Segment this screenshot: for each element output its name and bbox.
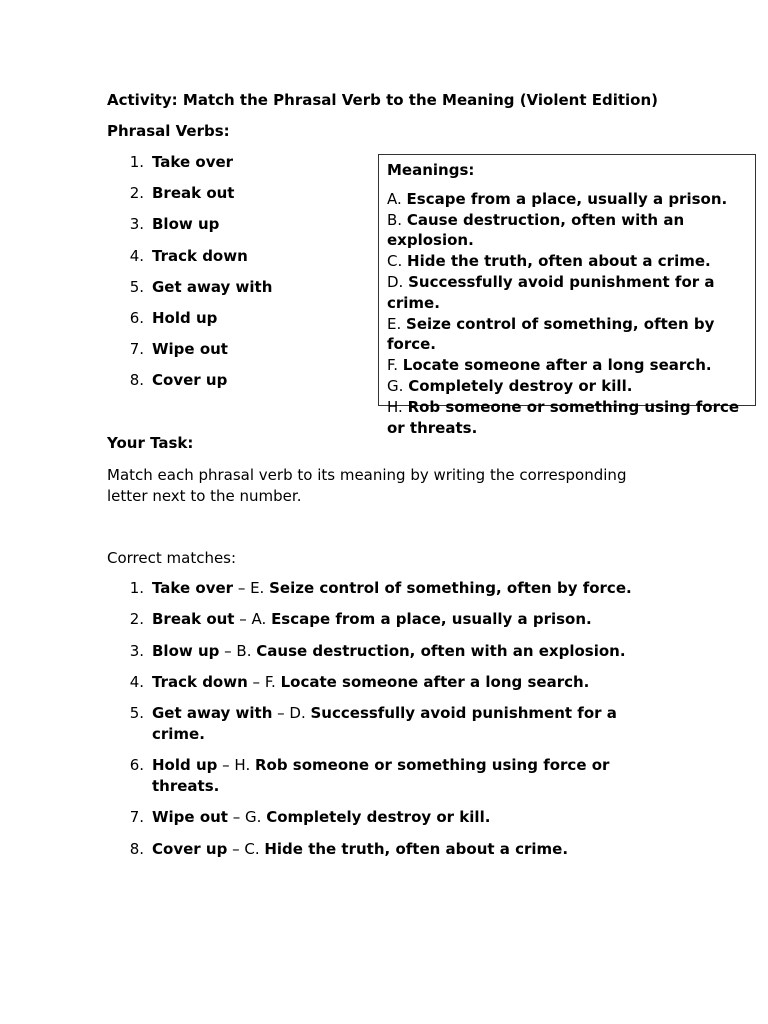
answer-meaning: Successfully avoid punishment for a crime. — [152, 704, 617, 743]
list-item — [107, 703, 667, 745]
meaning-letter: H. — [387, 397, 403, 416]
meaning-text: Hide the truth, often about a crime. — [407, 252, 711, 271]
answer-letter: – C. — [227, 839, 265, 858]
item-number: 1. — [129, 579, 144, 597]
meanings-heading: Meanings: — [387, 161, 475, 179]
list-item — [107, 370, 272, 401]
answer-verb: Hold up — [152, 756, 218, 775]
item-number: 2. — [129, 610, 144, 629]
meaning-text: Completely destroy or kill. — [408, 376, 633, 395]
task-instructions: Match each phrasal verb to its meaning by writing the corresponding letter next to the number. — [107, 466, 627, 505]
answer-meaning: Rob someone or something using force or threats. — [152, 756, 610, 796]
meaning-text: Locate someone after a long search. — [402, 356, 712, 375]
phrasal-verb: Blow up — [152, 215, 220, 234]
item-number: 1. — [129, 153, 144, 171]
answer-meaning: Escape from a place, usually a prison. — [271, 610, 592, 629]
list-item — [107, 308, 272, 339]
meaning-item — [387, 272, 746, 314]
phrasal-verb: Track down — [152, 246, 248, 265]
answer-verb: Get away with — [152, 704, 273, 723]
list-item — [107, 609, 667, 630]
answer-verb: Cover up — [152, 839, 228, 858]
meaning-text: Successfully avoid punishment for a crime. — [387, 272, 715, 312]
answer-letter: – E. — [233, 579, 270, 597]
meaning-text: Rob someone or something using force or threats. — [387, 397, 740, 437]
answer-letter: – G. — [227, 808, 267, 827]
list-item — [107, 246, 272, 277]
page-title: Activity: Match the Phrasal Verb to the Meaning (Violent Edition) — [107, 91, 659, 109]
meaning-letter: C. — [387, 252, 403, 271]
answer-verb: Blow up — [152, 641, 220, 660]
phrasal-verb: Hold up — [152, 308, 218, 327]
answer-verb: Break out — [152, 610, 235, 629]
phrasal-verb-list — [107, 152, 272, 402]
meaning-item — [387, 251, 746, 272]
list-item — [107, 807, 667, 828]
meaning-letter: A. — [387, 189, 402, 208]
meaning-item — [387, 210, 746, 252]
list-item — [107, 152, 272, 183]
item-number: 8. — [129, 839, 144, 858]
item-number: 7. — [129, 340, 144, 359]
answer-meaning: Cause destruction, often with an explosion. — [256, 641, 626, 660]
list-item — [107, 839, 667, 860]
answer-meaning: Seize control of something, often by force. — [269, 579, 632, 597]
list-item — [107, 641, 667, 662]
phrasal-verbs-heading: Phrasal Verbs: — [107, 122, 230, 140]
item-number: 3. — [129, 215, 144, 234]
meaning-item — [387, 397, 746, 439]
item-number: 4. — [129, 672, 144, 691]
answer-verb: Take over — [152, 579, 234, 597]
phrasal-verb: Get away with — [152, 277, 273, 296]
list-item — [107, 183, 272, 214]
meaning-text: Cause destruction, often with an explosion. — [387, 210, 685, 250]
item-number: 5. — [129, 277, 144, 296]
answer-verb: Track down — [152, 672, 248, 691]
meaning-letter: D. — [387, 272, 404, 291]
answer-letter: – B. — [219, 641, 257, 660]
meaning-letter: B. — [387, 210, 403, 229]
answer-meaning: Completely destroy or kill. — [266, 808, 491, 827]
meaning-item — [387, 314, 746, 356]
answer-list — [107, 578, 667, 870]
phrasal-verb: Cover up — [152, 371, 228, 390]
list-item — [107, 672, 667, 693]
list-item — [107, 755, 667, 797]
meaning-item — [387, 355, 746, 376]
meanings-box — [378, 154, 756, 437]
task-heading: Your Task: — [107, 434, 194, 452]
meaning-letter: F. — [387, 356, 398, 375]
item-number: 5. — [129, 704, 144, 723]
meaning-text: Seize control of something, often by force. — [387, 314, 715, 354]
item-number: 6. — [129, 756, 144, 775]
meaning-letter: E. — [387, 314, 402, 333]
meaning-item — [387, 189, 746, 210]
answer-meaning: Hide the truth, often about a crime. — [264, 839, 569, 858]
answers-heading: Correct matches: — [107, 549, 237, 567]
list-item — [107, 339, 272, 370]
phrasal-verb: Break out — [152, 184, 235, 203]
answer-letter: – H. — [217, 756, 255, 775]
item-number: 6. — [129, 308, 144, 327]
item-number: 4. — [129, 246, 144, 265]
meaning-text: Escape from a place, usually a prison. — [406, 189, 728, 208]
answer-meaning: Locate someone after a long search. — [280, 672, 590, 691]
list-item — [107, 578, 667, 599]
answer-verb: Wipe out — [152, 808, 228, 827]
phrasal-verb: Take over — [152, 153, 234, 171]
list-item — [107, 214, 272, 245]
meaning-item — [387, 376, 746, 397]
item-number: 3. — [129, 641, 144, 660]
answer-letter: – A. — [234, 610, 272, 629]
answer-letter: – F. — [247, 672, 281, 691]
answer-letter: – D. — [272, 704, 311, 723]
meaning-letter: G. — [387, 376, 404, 395]
item-number: 2. — [129, 184, 144, 203]
item-number: 7. — [129, 808, 144, 827]
list-item — [107, 277, 272, 308]
item-number: 8. — [129, 371, 144, 390]
phrasal-verb: Wipe out — [152, 340, 228, 359]
